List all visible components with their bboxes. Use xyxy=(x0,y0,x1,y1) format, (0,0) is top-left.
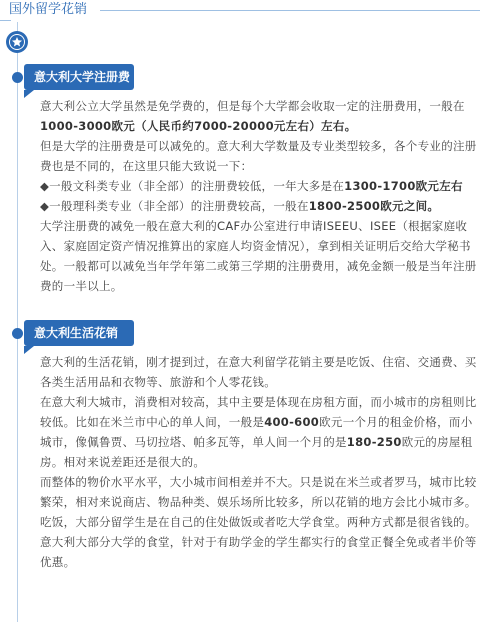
paragraph: 意大利的生活花销，刚才提到过，在意大利留学花销主要是吃饭、住宿、交通费、买各类生活用品和衣物等、旅游和个人零花钱。 xyxy=(40,355,477,389)
page-title: 国外留学花销 xyxy=(9,2,88,17)
section-body xyxy=(40,352,480,572)
section-body xyxy=(40,96,480,296)
page-header xyxy=(0,0,500,22)
header-divider xyxy=(100,10,480,11)
heading-pointer xyxy=(24,346,34,354)
timeline-dot xyxy=(12,72,23,83)
paragraph: 但是大学的注册费是可以减免的。意大利大学数量及专业类型较多，各个专业的注册费也是不同的，在这里只能大致说一下： xyxy=(40,139,477,173)
section-heading: 意大利生活花销 xyxy=(24,320,134,346)
paragraph: 大学注册费的减免一般在意大利的CAF办公室进行申请ISEEU、ISEE（根据家庭收入、家庭固定资产情况推算出的家庭人均资金情况），拿到相关证明后交给大学秘书处。一般都可以减免当年学年第二或第三学期的注册费用，减免金额一般是当年注册费的一半以上。 xyxy=(40,219,477,293)
highlight-text: 180-250 xyxy=(346,435,402,449)
highlight-text: 400-600 xyxy=(264,415,320,429)
section-heading: 意大利大学注册费 xyxy=(24,64,134,90)
paragraph: 在意大利大城市，消费相对较高，其中主要是体现在房租方面，而小城市的房租则比较低。比如在米兰市中心的单人间，一般是400-600欧元一个月的租金价格，而小城市，像佩鲁贾、马切拉塔、帕多瓦等，单人间一个月的是180-250欧元的房屋租房。相对来说差距还是很大的。 xyxy=(40,395,477,469)
star-icon xyxy=(6,31,28,53)
highlight-text: 1800-2500欧元之间。 xyxy=(308,199,440,213)
paragraph: 意大利公立大学虽然是免学费的，但是每个大学都会收取一定的注册费用，一般在1000-3000欧元（人民币约7000-20000元左右）左右。 xyxy=(40,99,465,133)
paragraph: 吃饭，大部分留学生是在自己的住处做饭或者吃大学食堂。两种方式都是很省钱的。意大利大部分大学的食堂，针对于有助学金的学生都实行的食堂正餐全免或者半价等优惠。 xyxy=(40,515,477,569)
paragraph: ◆一般理科类专业（非全部）的注册费较高，一般在1800-2500欧元之间。 xyxy=(40,199,440,213)
highlight-text: 1300-1700欧元左右 xyxy=(344,179,463,193)
paragraph: ◆一般文科类专业（非全部）的注册费较低，一年大多是在1300-1700欧元左右 xyxy=(40,179,463,193)
timeline-dot xyxy=(12,328,23,339)
header-divider-left xyxy=(0,20,11,21)
timeline-line xyxy=(17,22,18,622)
highlight-text: 1000-3000欧元（人民币约7000-20000元左右）左右。 xyxy=(40,119,357,133)
paragraph: 而整体的物价水平水平，大小城市间相差并不大。只是说在米兰或者罗马，城市比较繁荣，相对来说商店、物品种类、娱乐场所比较多，所以花销的地方会比小城市多。 xyxy=(40,475,477,509)
heading-pointer xyxy=(24,90,34,98)
